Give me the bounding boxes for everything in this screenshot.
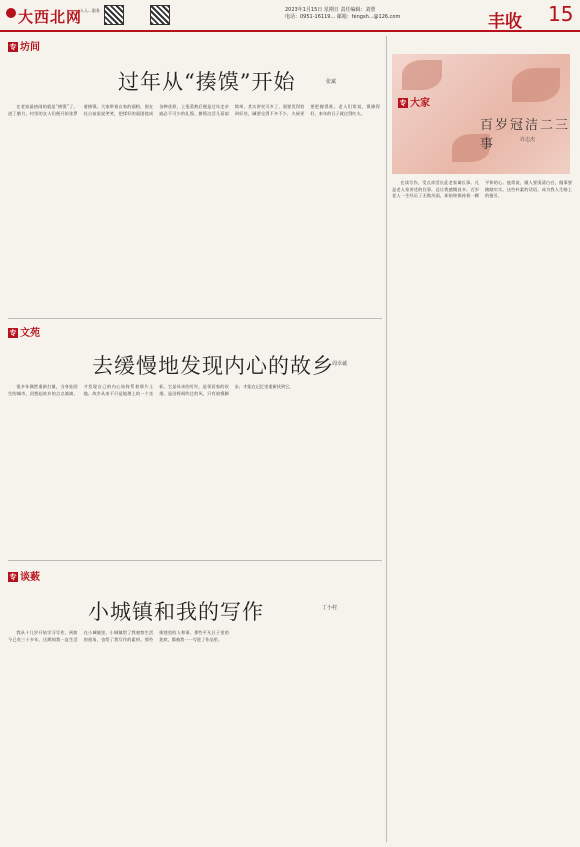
masthead — [0, 0, 580, 32]
contact-info: 电话：0951-16119... 邮箱：fengsh...@126.com — [285, 14, 401, 20]
divider — [8, 560, 382, 561]
header-small-text: 人人...服务 — [80, 8, 100, 13]
article-body — [8, 384, 380, 556]
page-number: 15 — [548, 2, 574, 26]
article-headline: 小城镇和我的写作 — [88, 600, 264, 624]
article-headline: 百岁冠洁二三事 — [480, 118, 571, 152]
article-byline: 周幸诚 — [332, 361, 348, 367]
column-divider — [386, 36, 387, 842]
article-body — [8, 104, 380, 314]
article-byline: 张斌 — [326, 79, 337, 85]
article-byline: 许志杰 — [520, 137, 536, 143]
column-label-text: 文苑 — [20, 328, 40, 339]
article-paragraph: 很多年偶然重新打量，当身处陌生的城市，回想起故乡的点点滴滴，才发现自己的内心始终系着那片土地。故乡从来不只是地理上的一个坐标，它是母亲的叮咛，是邻居家的炊烟，是田野间吹过的风。只有放慢脚步，才能在记忆里重新找到它。 — [8, 384, 294, 396]
leaf-decoration — [512, 68, 560, 102]
column-label — [398, 94, 430, 109]
column-label — [8, 324, 40, 339]
header-info — [285, 7, 400, 21]
logo-icon — [6, 8, 16, 18]
tag-icon: 专 — [399, 99, 407, 107]
article-body — [8, 630, 380, 842]
divider — [8, 318, 382, 319]
column-label — [8, 38, 40, 53]
section-title: 丰收 — [488, 12, 522, 32]
article-paragraph: 我从十几岁开始学习写作，到如今已有三十多年，这期间我一直生活在小城镇里。小城镇给了我观察生活的视角，也给了我写作的素材。那些街巷里的人和事，那些平凡日子里的悲欢，都被我一一写进了作品里。 — [8, 630, 229, 642]
leaf-decoration — [402, 60, 442, 90]
tag-icon: 专 — [9, 43, 17, 51]
column-label-text: 坊间 — [20, 42, 40, 53]
tag-icon: 专 — [9, 329, 17, 337]
article-body — [392, 180, 572, 842]
newspaper-logo: 大西北网 — [18, 10, 83, 26]
column-label-text: 谈薮 — [20, 572, 40, 583]
article-headline: 去缓慢地发现内心的故乡 — [92, 354, 334, 378]
column-label-text: 大家 — [410, 98, 430, 109]
article-byline: 丁小村 — [322, 605, 338, 611]
qr-code-icon — [104, 5, 124, 25]
article-paragraph: 在读写作，受点祥活长征老家谒长事。凡是老人家讲述的往事，总让我感慨良多。百岁老人一生经历了无数风雨，却始终保持着一颗平和的心。他常说，做人要清清白白，做事要踏踏实实。这些朴素的话语，成为我人生路上的指引。 — [392, 180, 572, 199]
tag-icon: 专 — [9, 573, 17, 581]
article-paragraph: 在老家最热闹的就是“揍馍”了，进了腊月，村里的女人们便开始张罗着揍馍。大家带着自家的面粉，围在灶台前说说笑笑，把揉好的面团搓成各种花样，上笼蒸熟后便是过年走亲戚必不可少的礼馍。揍馍这活儿看似简单，其实讲究可多了，面要发得恰到好处，碱要兑得不多不少，火候更要把握得准。老人们常说，馍揍得好，来年的日子就过得红火。 — [8, 104, 380, 116]
qr-code-icon — [150, 5, 170, 25]
article-headline: 过年从“揍馍”开始 — [118, 70, 296, 94]
date-editor: 2023年1月15日 星期日 责任编辑：刘蕾 — [285, 7, 376, 13]
column-label — [8, 568, 40, 583]
